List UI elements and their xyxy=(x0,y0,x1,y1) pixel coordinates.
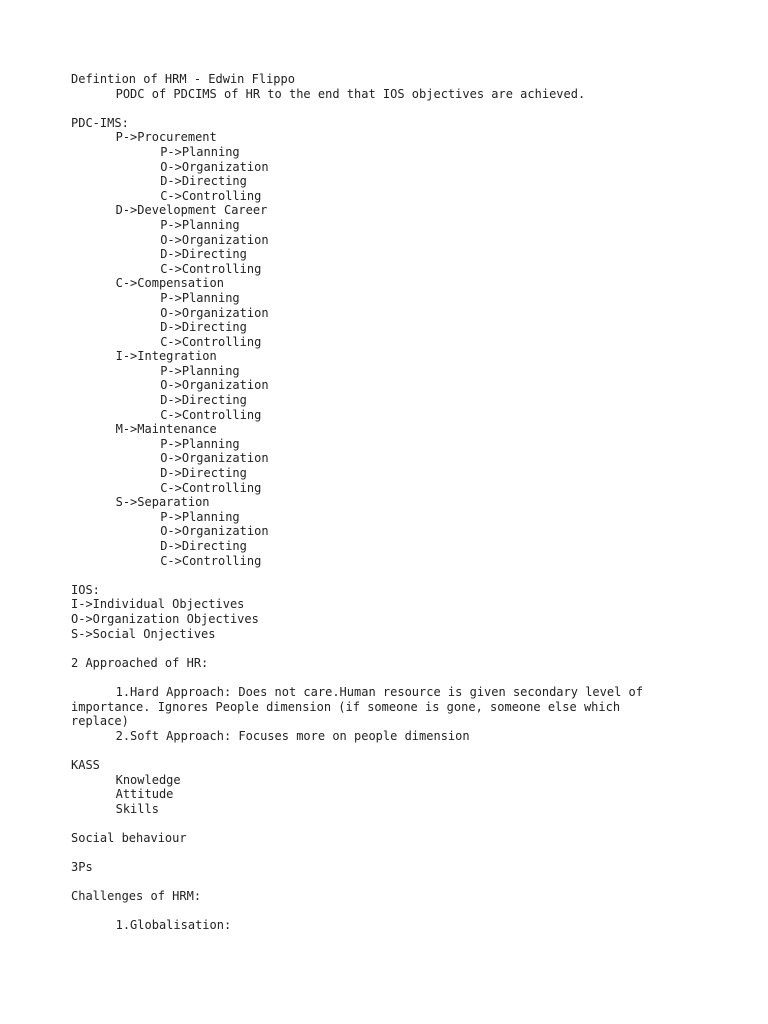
spacer xyxy=(71,568,691,583)
spacer xyxy=(71,101,691,116)
sub-directing: D->Directing xyxy=(160,393,247,408)
challenge-item: 1.Globalisation: xyxy=(115,918,232,933)
function-development: D->Development Career xyxy=(115,203,268,218)
sub-organization: O->Organization xyxy=(160,305,269,320)
sub-controlling: C->Controlling xyxy=(160,407,262,422)
sub-organization: O->Organization xyxy=(160,378,269,393)
approaches-heading: 2 Approached of HR: xyxy=(71,655,209,670)
spacer xyxy=(71,670,691,685)
hard-approach-continued: importance. Ignores People dimension (if someone is gone, someone else which xyxy=(71,699,621,714)
sub-directing: D->Directing xyxy=(160,539,247,553)
soft-approach: 2.Soft Approach: Focuses more on people dimension xyxy=(115,728,470,743)
three-ps: 3Ps xyxy=(71,860,93,875)
spacer xyxy=(71,816,691,831)
kass-heading: KASS xyxy=(71,757,100,772)
sub-directing: D->Directing xyxy=(160,466,247,481)
ios-item: I->Individual Objectives xyxy=(71,597,245,612)
kass-item: Attitude xyxy=(115,787,174,802)
ios-heading: IOS: xyxy=(71,582,100,597)
ios-item: O->Organization Objectives xyxy=(71,611,259,626)
sub-organization: O->Organization xyxy=(160,451,269,466)
sub-planning: P->Planning xyxy=(160,290,240,305)
sub-organization: O->Organization xyxy=(160,159,269,174)
sub-planning: P->Planning xyxy=(160,363,240,378)
sub-planning: P->Planning xyxy=(160,217,240,232)
sub-controlling: C->Controlling xyxy=(160,261,262,276)
spacer xyxy=(71,845,691,860)
sub-organization: O->Organization xyxy=(160,524,269,539)
sub-controlling: C->Controlling xyxy=(160,553,262,568)
function-separation: S->Separation xyxy=(115,495,210,510)
sub-planning: P->Planning xyxy=(160,144,240,159)
document-page xyxy=(71,72,691,933)
sub-directing: D->Directing xyxy=(160,174,247,189)
hard-approach-continued: replace) xyxy=(71,714,129,729)
function-integration: I->Integration xyxy=(115,349,217,364)
challenges-heading: Challenges of HRM: xyxy=(71,889,202,904)
spacer xyxy=(71,641,691,656)
kass-item: Skills xyxy=(115,801,159,816)
sub-directing: D->Directing xyxy=(160,320,247,335)
sub-organization: O->Organization xyxy=(160,232,269,247)
hard-approach: 1.Hard Approach: Does not care.Human resource is given secondary level of xyxy=(115,684,643,699)
spacer xyxy=(71,743,691,758)
sub-planning: P->Planning xyxy=(160,509,240,524)
social-behaviour: Social behaviour xyxy=(71,830,187,845)
sub-controlling: C->Controlling xyxy=(160,480,262,495)
sub-controlling: C->Controlling xyxy=(160,334,262,349)
pdc-ims-heading: PDC-IMS: xyxy=(71,115,129,130)
spacer xyxy=(71,875,691,890)
function-compensation: C->Compensation xyxy=(115,276,224,291)
spacer xyxy=(71,904,691,919)
sub-controlling: C->Controlling xyxy=(160,188,262,203)
kass-item: Knowledge xyxy=(115,772,181,787)
function-procurement: P->Procurement xyxy=(115,130,217,145)
sub-directing: D->Directing xyxy=(160,247,247,262)
ios-item: S->Social Onjectives xyxy=(71,626,216,641)
definition-text: PODC of PDCIMS of HR to the end that IOS objectives are achieved. xyxy=(115,86,586,101)
function-maintenance: M->Maintenance xyxy=(115,422,217,437)
definition-heading: Defintion of HRM - Edwin Flippo xyxy=(71,72,295,86)
sub-planning: P->Planning xyxy=(160,436,240,451)
